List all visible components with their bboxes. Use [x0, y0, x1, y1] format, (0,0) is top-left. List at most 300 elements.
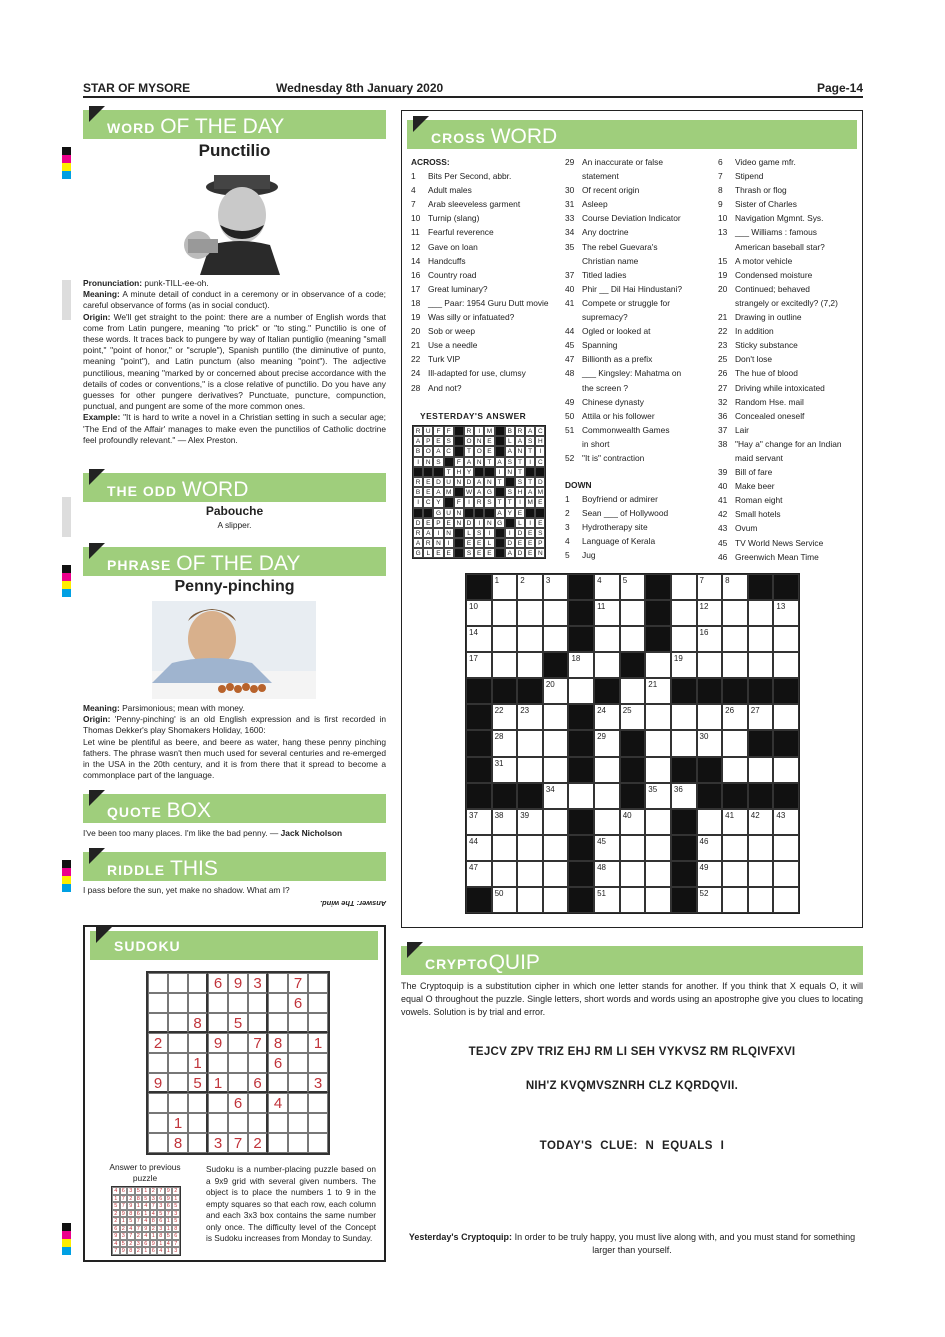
sudoku-answer-cell: 1 [165, 1217, 173, 1225]
sudoku-cell[interactable] [168, 973, 188, 993]
crossword-cell[interactable] [722, 626, 748, 652]
sudoku-cell[interactable] [228, 1113, 248, 1133]
clue-item: 3 Hydrotherapy site [565, 522, 648, 533]
sudoku-answer-cell: 4 [142, 1217, 150, 1225]
clue-item: 37 Lair [718, 424, 749, 435]
sudoku-cell[interactable] [188, 1133, 208, 1153]
clue-item: 17 Great luminary? [411, 283, 488, 294]
crossword-cell[interactable] [543, 626, 569, 652]
crossword-cell[interactable] [594, 704, 620, 730]
crossword-cell[interactable] [594, 730, 620, 756]
riddle-banner: RIDDLE THIS [83, 852, 386, 881]
yesterday-cell: I [525, 518, 535, 528]
crossword-cell[interactable] [697, 652, 723, 678]
crossword-cell[interactable] [773, 809, 799, 835]
sudoku-answer-cell: 4 [112, 1240, 120, 1248]
crossword-cell[interactable] [645, 835, 671, 861]
sudoku-answer-cell: 9 [150, 1240, 158, 1248]
yesterday-cell: A [413, 436, 423, 446]
crossword-grid[interactable] [465, 573, 800, 914]
yesterday-cell: I [535, 446, 545, 456]
clue-item: 51 Commonwealth Games [565, 424, 670, 435]
sudoku-cell[interactable] [168, 1053, 188, 1073]
crossword-cell[interactable] [492, 835, 518, 861]
crossword-cell[interactable] [492, 574, 518, 600]
crossword-cell[interactable] [466, 626, 492, 652]
clue-item: statement [582, 171, 619, 182]
sudoku-cell[interactable] [288, 1013, 308, 1033]
sudoku-answer-cell: 3 [172, 1247, 180, 1255]
yesterday-cell: E [474, 548, 484, 558]
yesterday-cell: T [525, 477, 535, 487]
yesterday-cell [454, 426, 464, 436]
sudoku-cell[interactable]: 4 [268, 1093, 288, 1113]
crossword-cell[interactable] [748, 809, 774, 835]
sudoku-cell[interactable] [148, 973, 168, 993]
sudoku-cell[interactable] [208, 1013, 228, 1033]
crossword-block [517, 783, 543, 809]
sudoku-cell[interactable] [188, 1033, 208, 1053]
odd-word-meaning: A slipper. [217, 520, 252, 530]
crossword-cell[interactable] [748, 652, 774, 678]
sudoku-cell[interactable] [308, 1093, 328, 1113]
crossword-cell[interactable] [773, 887, 799, 913]
sudoku-answer-cell: 8 [157, 1232, 165, 1240]
sudoku-answer-cell: 3 [157, 1225, 165, 1233]
sudoku-cell[interactable] [248, 1053, 268, 1073]
crossword-cell[interactable] [543, 757, 569, 783]
yesterday-cell: E [484, 436, 494, 446]
crossword-cell[interactable] [620, 861, 646, 887]
sudoku-cell[interactable]: 7 [228, 1133, 248, 1153]
crossword-cell[interactable] [748, 861, 774, 887]
sudoku-answer-cell: 4 [157, 1247, 165, 1255]
crossword-cell[interactable] [543, 678, 569, 704]
clue-number: 43 [776, 810, 786, 820]
sudoku-cell[interactable] [188, 1093, 208, 1113]
crossword-cell[interactable] [697, 704, 723, 730]
crossword-cell[interactable] [645, 809, 671, 835]
crossword-cell[interactable] [543, 861, 569, 887]
yesterday-cell: B [413, 446, 423, 456]
sudoku-cell[interactable] [148, 1133, 168, 1153]
sudoku-cell[interactable]: 1 [208, 1073, 228, 1093]
clue-number: 13 [776, 602, 786, 612]
crossword-cell[interactable] [773, 626, 799, 652]
crossword-cell[interactable] [722, 704, 748, 730]
sudoku-cell[interactable] [168, 1033, 188, 1053]
crossword-cell[interactable] [492, 757, 518, 783]
sudoku-cell[interactable]: 6 [268, 1053, 288, 1073]
sudoku-answer-cell: 2 [135, 1247, 143, 1255]
crossword-cell[interactable] [492, 887, 518, 913]
crossword-cell[interactable] [594, 757, 620, 783]
sudoku-cell[interactable]: 5 [228, 1013, 248, 1033]
sudoku-cell[interactable] [148, 1013, 168, 1033]
crossword-cell[interactable] [671, 783, 697, 809]
yesterday-cell: E [423, 487, 433, 497]
crossword-cell[interactable] [543, 600, 569, 626]
sudoku-answer-cell: 8 [172, 1225, 180, 1233]
sudoku-cell[interactable] [208, 1053, 228, 1073]
sudoku-cell[interactable]: 8 [168, 1133, 188, 1153]
crossword-cell[interactable] [594, 887, 620, 913]
sudoku-cell[interactable] [308, 993, 328, 1013]
crossword-cell[interactable] [543, 809, 569, 835]
crossword-cell[interactable] [492, 861, 518, 887]
sudoku-grid[interactable] [146, 971, 330, 1155]
crossword-cell[interactable] [492, 704, 518, 730]
crossword-cell[interactable] [773, 835, 799, 861]
clue-number: 49 [699, 862, 709, 872]
crossword-cell[interactable] [773, 600, 799, 626]
sudoku-answer-cell: 4 [142, 1202, 150, 1210]
crossword-cell[interactable] [773, 861, 799, 887]
yesterday-cell: T [515, 457, 525, 467]
crossword-cell[interactable] [697, 861, 723, 887]
sudoku-cell[interactable] [168, 1013, 188, 1033]
crossword-cell[interactable] [722, 574, 748, 600]
sudoku-answer-cell: 2 [127, 1195, 135, 1203]
sudoku-answer-cell: 1 [135, 1202, 143, 1210]
crossword-cell[interactable] [722, 887, 748, 913]
crossword-cell[interactable] [517, 861, 543, 887]
crossword-cell[interactable] [517, 574, 543, 600]
sudoku-cell[interactable]: 1 [168, 1113, 188, 1133]
crossword-cell[interactable] [594, 574, 620, 600]
sudoku-cell[interactable] [208, 1113, 228, 1133]
clue-number: 12 [699, 602, 709, 612]
sudoku-cell[interactable] [148, 993, 168, 1013]
sudoku-cell[interactable] [268, 1113, 288, 1133]
crossword-cell[interactable] [697, 809, 723, 835]
crossword-cell[interactable] [645, 652, 671, 678]
crossword-cell[interactable] [773, 757, 799, 783]
yesterday-cell [495, 548, 505, 558]
crossword-cell[interactable] [748, 835, 774, 861]
clue-item: 15 A motor vehicle [718, 255, 793, 266]
crossword-block [697, 783, 723, 809]
crossword-cell[interactable] [645, 861, 671, 887]
crossword-block [568, 809, 594, 835]
crossword-cell[interactable] [722, 861, 748, 887]
clue-number: 52 [699, 888, 709, 898]
sudoku-cell[interactable] [268, 1073, 288, 1093]
penny-pinching-photo [152, 601, 316, 699]
crossword-cell[interactable] [722, 757, 748, 783]
crossword-cell[interactable] [671, 574, 697, 600]
crossword-cell[interactable] [594, 809, 620, 835]
crossword-cell[interactable] [517, 626, 543, 652]
crossword-block [773, 730, 799, 756]
clue-number: 3 [545, 576, 551, 585]
sudoku-cell[interactable] [308, 973, 328, 993]
sudoku-cell[interactable] [288, 1033, 308, 1053]
sudoku-cell[interactable]: 1 [308, 1033, 328, 1053]
sudoku-cell[interactable]: 9 [148, 1073, 168, 1093]
crossword-cell[interactable] [671, 652, 697, 678]
crossword-cell[interactable] [671, 626, 697, 652]
yesterday-cell: D [464, 477, 474, 487]
crossword-cell[interactable] [748, 626, 774, 652]
yesterday-cell: I [413, 457, 423, 467]
sudoku-cell[interactable] [228, 1073, 248, 1093]
crossword-cell[interactable] [466, 835, 492, 861]
clue-item: 44 Ogled or looked at [565, 326, 651, 337]
clue-item: 1 Boyfriend or admirer [565, 494, 658, 505]
crossword-cell[interactable] [722, 835, 748, 861]
sudoku-cell[interactable]: 5 [188, 1073, 208, 1093]
sudoku-cell[interactable] [268, 973, 288, 993]
crossword-cell[interactable] [620, 887, 646, 913]
sudoku-answer-cell: 2 [135, 1232, 143, 1240]
yesterday-cell: N [484, 477, 494, 487]
yesterday-cell [535, 508, 545, 518]
yesterday-cell: T [495, 497, 505, 507]
yesterday-cell: E [474, 538, 484, 548]
crossword-cell[interactable] [466, 600, 492, 626]
sudoku-cell[interactable] [188, 973, 208, 993]
crossword-cell[interactable] [492, 730, 518, 756]
sudoku-cell[interactable]: 9 [228, 973, 248, 993]
sudoku-answer-cell: 5 [172, 1217, 180, 1225]
clue-item: 41 Compete or struggle for [565, 297, 670, 308]
crossword-cell[interactable] [697, 574, 723, 600]
yesterday-cell: I [505, 528, 515, 538]
yesterday-cell: R [413, 528, 423, 538]
yesterday-cell: A [515, 436, 525, 446]
sudoku-cell[interactable] [248, 1093, 268, 1113]
crossword-cell[interactable] [594, 861, 620, 887]
sudoku-cell[interactable] [308, 1013, 328, 1033]
sudoku-cell[interactable] [188, 1113, 208, 1133]
crossword-cell[interactable] [748, 704, 774, 730]
crossword-cell[interactable] [671, 704, 697, 730]
clue-number: 40 [622, 810, 632, 820]
crossword-cell[interactable] [645, 757, 671, 783]
sudoku-cell[interactable]: 7 [248, 1033, 268, 1053]
crossword-cell[interactable] [773, 652, 799, 678]
yesterday-cell: E [444, 518, 454, 528]
crossword-cell[interactable] [517, 809, 543, 835]
sudoku-cell[interactable]: 2 [248, 1133, 268, 1153]
crossword-cell[interactable] [543, 887, 569, 913]
sudoku-cell[interactable] [228, 993, 248, 1013]
yesterday-cell: E [433, 436, 443, 446]
crossword-cell[interactable] [697, 835, 723, 861]
crossword-block [773, 783, 799, 809]
clue-item: 34 Any doctrine [565, 227, 629, 238]
crossword-cell[interactable] [594, 835, 620, 861]
clue-item: 13 ___ Williams : famous [718, 227, 817, 238]
crossword-cell[interactable] [517, 652, 543, 678]
sudoku-cell[interactable] [208, 993, 228, 1013]
sudoku-cell[interactable]: 3 [208, 1133, 228, 1153]
sudoku-answer-cell: 6 [165, 1202, 173, 1210]
crossword-cell[interactable] [620, 835, 646, 861]
crossword-cell[interactable] [620, 809, 646, 835]
sudoku-answer-cell: 6 [120, 1187, 128, 1195]
crossword-cell[interactable] [722, 730, 748, 756]
sudoku-cell[interactable] [268, 993, 288, 1013]
crossword-cell[interactable] [517, 757, 543, 783]
crossword-cell[interactable] [466, 652, 492, 678]
crossword-block [568, 574, 594, 600]
sudoku-cell[interactable]: 8 [188, 1013, 208, 1033]
crossword-cell[interactable] [492, 809, 518, 835]
crossword-cell[interactable] [645, 887, 671, 913]
sudoku-cell[interactable]: 1 [188, 1053, 208, 1073]
clue-item: 4 Adult males [411, 185, 472, 196]
crossword-cell[interactable] [671, 600, 697, 626]
sudoku-cell[interactable] [208, 1093, 228, 1113]
yesterday-cell: O [464, 436, 474, 446]
sudoku-cell[interactable]: 3 [248, 973, 268, 993]
color-marks [62, 497, 71, 537]
crossword-cell[interactable] [748, 757, 774, 783]
yesterday-cell: F [444, 426, 454, 436]
yesterday-cell: N [454, 477, 464, 487]
sudoku-cell[interactable]: 6 [228, 1093, 248, 1113]
crossword-cell[interactable] [492, 652, 518, 678]
crossword-cell[interactable] [645, 704, 671, 730]
crossword-cell[interactable] [594, 783, 620, 809]
crossword-block [671, 678, 697, 704]
sudoku-cell[interactable] [148, 1093, 168, 1113]
crossword-block [466, 783, 492, 809]
crossword-cell[interactable] [594, 652, 620, 678]
sudoku-cell[interactable]: 9 [208, 1033, 228, 1053]
sudoku-cell[interactable]: 6 [208, 973, 228, 993]
crossword-cell[interactable] [697, 730, 723, 756]
crossword-cell[interactable] [517, 730, 543, 756]
yesterday-cell: L [484, 538, 494, 548]
crossword-cell[interactable] [492, 600, 518, 626]
sudoku-cell[interactable] [148, 1053, 168, 1073]
crossword-cell[interactable] [594, 600, 620, 626]
sudoku-answer-cell: 8 [135, 1195, 143, 1203]
sudoku-cell[interactable] [288, 1113, 308, 1133]
clue-item: 40 Phir __ Dil Hai Hindustani? [565, 283, 683, 294]
sudoku-cell[interactable]: 7 [288, 973, 308, 993]
crossword-block [466, 887, 492, 913]
crossword-cell[interactable] [722, 600, 748, 626]
crossword-cell[interactable] [568, 652, 594, 678]
clue-number: 38 [494, 810, 504, 820]
crossword-cell[interactable] [620, 678, 646, 704]
crossword-cell[interactable] [543, 783, 569, 809]
sudoku-cell[interactable] [288, 1133, 308, 1153]
sudoku-cell[interactable] [188, 993, 208, 1013]
crossword-cell[interactable] [697, 600, 723, 626]
crossword-cell[interactable] [543, 704, 569, 730]
crossword-cell[interactable] [697, 626, 723, 652]
crossword-cell[interactable] [748, 887, 774, 913]
sudoku-cell[interactable] [248, 1013, 268, 1033]
crossword-cell[interactable] [645, 678, 671, 704]
sudoku-cell[interactable] [288, 1093, 308, 1113]
crossword-cell[interactable] [645, 783, 671, 809]
sudoku-cell[interactable]: 3 [308, 1073, 328, 1093]
crossword-cell[interactable] [722, 652, 748, 678]
sudoku-description: Sudoku is a number-placing puzzle based on a 9x9 grid with several given numbers. The object is to place the numbers 1 to 9 in the empty squares so that each row, each column and each 3x3 box contains the same number only once. The difficulty level of the Concept is Sudoku increases from Monday to Sunday. [206, 1164, 376, 1243]
yesterday-cell: P [535, 538, 545, 548]
crossword-cell[interactable] [620, 704, 646, 730]
crossword-cell[interactable] [645, 730, 671, 756]
sudoku-cell[interactable] [268, 1133, 288, 1153]
sudoku-cell[interactable] [288, 1053, 308, 1073]
sudoku-cell[interactable] [168, 1093, 188, 1113]
crossword-cell[interactable] [620, 574, 646, 600]
crossword-cell[interactable] [671, 730, 697, 756]
sudoku-cell[interactable] [168, 993, 188, 1013]
sudoku-cell[interactable] [268, 1013, 288, 1033]
sudoku-cell[interactable]: 6 [248, 1073, 268, 1093]
clue-number: 48 [597, 862, 606, 872]
clue-item: 40 Make beer [718, 481, 775, 492]
crossword-cell[interactable] [748, 600, 774, 626]
crossword-cell[interactable] [517, 887, 543, 913]
crossword-cell[interactable] [568, 678, 594, 704]
sudoku-cell[interactable] [248, 1113, 268, 1133]
crossword-cell[interactable] [517, 704, 543, 730]
crossword-cell[interactable] [620, 626, 646, 652]
crossword-cell[interactable] [697, 887, 723, 913]
crossword-cell[interactable] [466, 809, 492, 835]
crossword-cell[interactable] [543, 730, 569, 756]
crossword-cell[interactable] [517, 600, 543, 626]
crossword-cell[interactable] [568, 783, 594, 809]
crossword-cell[interactable] [466, 861, 492, 887]
sudoku-cell[interactable] [248, 993, 268, 1013]
yesterday-cell [495, 446, 505, 456]
sudoku-cell[interactable]: 6 [288, 993, 308, 1013]
crossword-cell[interactable] [543, 835, 569, 861]
yesterday-cell [454, 487, 464, 497]
sudoku-answer-cell: 3 [135, 1240, 143, 1248]
phrase-banner: PHRASE OF THE DAY [83, 547, 386, 576]
crossword-cell[interactable] [517, 835, 543, 861]
sudoku-cell[interactable] [148, 1113, 168, 1133]
sudoku-cell[interactable] [308, 1133, 328, 1153]
yesterday-cell: S [484, 497, 494, 507]
clue-number: 7 [699, 576, 704, 585]
sudoku-answer-cell: 9 [165, 1187, 173, 1195]
across-clues: ACROSS: 1 Bits Per Second, abbr. 4 Adult males 7 Arab sleeveless garment 10 Turnip (slang) 11 Fearful reverence 12 Gave on loan 14 Handcuffs 16 Country road 17 Great luminary? 18 ___ Paar: 1954 Guru Dutt movie 19 Was silly or infatuated? 20 Sob or weep 21 Use a needle 22 Turk VIP 24 Ill-adapted for use, clumsy 28 And not? [411, 155, 561, 395]
yesterday-cell: I [484, 528, 494, 538]
sudoku-cell[interactable] [308, 1053, 328, 1073]
sudoku-cell[interactable]: 2 [148, 1033, 168, 1053]
sudoku-cell[interactable]: 8 [268, 1033, 288, 1053]
yesterday-cell: D [433, 477, 443, 487]
sudoku-cell[interactable] [308, 1113, 328, 1133]
crossword-cell[interactable] [594, 626, 620, 652]
crossword-cell[interactable] [543, 574, 569, 600]
sudoku-cell[interactable] [168, 1073, 188, 1093]
yesterday-cell: P [423, 436, 433, 446]
sudoku-cell[interactable] [228, 1033, 248, 1053]
yesterday-answer-grid [412, 425, 546, 559]
yesterday-cell: A [433, 487, 443, 497]
crossword-cell[interactable] [722, 809, 748, 835]
sudoku-cell[interactable] [228, 1053, 248, 1073]
crossword-block [722, 678, 748, 704]
crossword-cell[interactable] [492, 626, 518, 652]
yesterday-cell: F [433, 426, 443, 436]
crossword-cell[interactable] [620, 600, 646, 626]
sudoku-cell[interactable] [288, 1073, 308, 1093]
crossword-cell[interactable] [773, 704, 799, 730]
